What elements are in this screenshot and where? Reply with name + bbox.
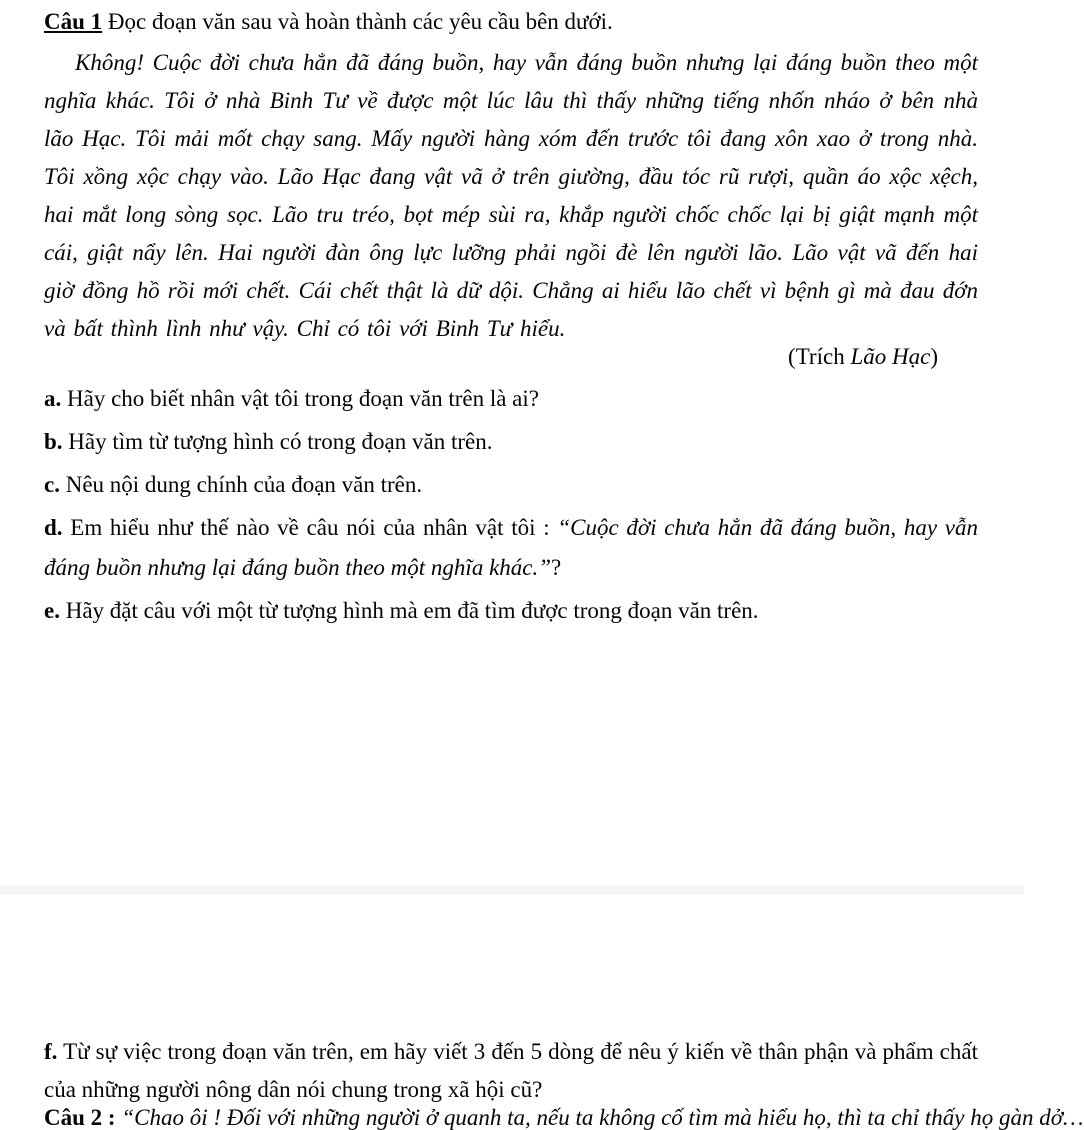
passage-paragraph: Không! Cuộc đời chưa hẳn đã đáng buồn, hay vẫn đáng buồn nhưng lại đáng buồn theo một nghĩa khác. Tôi ở nhà Binh Tư về được một lúc lâu thì thấy những tiếng nhốn nháo ở bên nhà lão Hạc. Tôi mải mốt chạy sang. Mấy người hàng xóm đến trước tôi đang xôn xao ở trong nhà. Tôi xồng xộc chạy vào. Lão Hạc đang vật vã ở trên giường, đầu tóc rũ rượi, quần áo xộc xệch, hai mắt long sòng sọc. Lão tru tréo, bọt mép sùi ra, khắp người chốc chốc lại bị giật mạnh một cái, giật nẩy lên. Hai người đàn ông lực lưỡng phải ngồi đè lên người lão. Lão vật vã đến hai giờ đồng hồ rồi mới chết. Cái chết thật là dữ dội. Chẳng ai hiểu lão chết vì bệnh gì mà đau đớn và bất thình lình như vậy. Chỉ có tôi với Binh Tư hiểu. — [44, 50, 978, 341]
sub-question-d — [44, 508, 978, 588]
sub-question-d-quote: “Cuộc đời chưa hẳn đã đáng buồn, hay vẫn đáng buồn nhưng lại đáng buồn theo một nghĩa khác.” — [44, 515, 978, 580]
sub-question-c — [44, 465, 978, 505]
sub-question-c-label: c. — [44, 472, 60, 497]
question-2-label: Câu 2 : — [44, 1105, 116, 1130]
section-divider-band — [0, 885, 1024, 895]
question-1-label: Câu 1 — [44, 9, 103, 34]
sub-question-f-text: Từ sự việc trong đoạn văn trên, em hãy viết 3 đến 5 dòng để nêu ý kiến về thân phận và phẩm chất của những người nông dân nói chung trong xã hội cũ? — [44, 1039, 978, 1102]
sub-question-d-text: Em hiểu như thế nào về câu nói của nhân vật tôi : — [70, 515, 550, 540]
sub-question-b-label: b. — [44, 429, 63, 454]
sub-question-a-label: a. — [44, 386, 62, 411]
sub-question-f — [44, 1033, 978, 1109]
worksheet-content — [44, 6, 978, 631]
attribution-suffix: ) — [930, 344, 938, 369]
sub-question-b — [44, 422, 978, 462]
question-1-heading — [44, 6, 978, 38]
sub-question-d-suffix: ? — [551, 555, 562, 580]
sub-question-a — [44, 379, 978, 419]
sub-question-a-text: Hãy cho biết nhân vật tôi trong đoạn văn trên là ai? — [67, 386, 539, 411]
sub-question-f-label: f. — [44, 1039, 58, 1064]
sub-question-c-text: Nêu nội dung chính của đoạn văn trên. — [65, 472, 423, 497]
sub-question-e — [44, 591, 978, 631]
question-2-heading-clipped — [44, 1105, 1084, 1130]
sub-question-d-label: d. — [44, 515, 63, 540]
attribution-prefix: (Trích — [788, 344, 845, 369]
question-2-text-clipped: “Chao ôi ! Đối với những người ở quanh ta, nếu ta không cố tìm mà hiểu họ, thì ta chỉ thấy họ gàn dở… — [121, 1105, 1084, 1130]
sub-question-list — [44, 379, 978, 631]
sub-question-b-text: Hãy tìm từ tượng hình có trong đoạn văn trên. — [68, 429, 493, 454]
sub-question-e-label: e. — [44, 598, 60, 623]
attribution-work-title: Lão Hạc — [850, 344, 931, 369]
sub-question-e-text: Hãy đặt câu với một từ tượng hình mà em đã tìm được trong đoạn văn trên. — [65, 598, 759, 623]
question-1-title: Đọc đoạn văn sau và hoàn thành các yêu cầu bên dưới. — [107, 9, 613, 34]
